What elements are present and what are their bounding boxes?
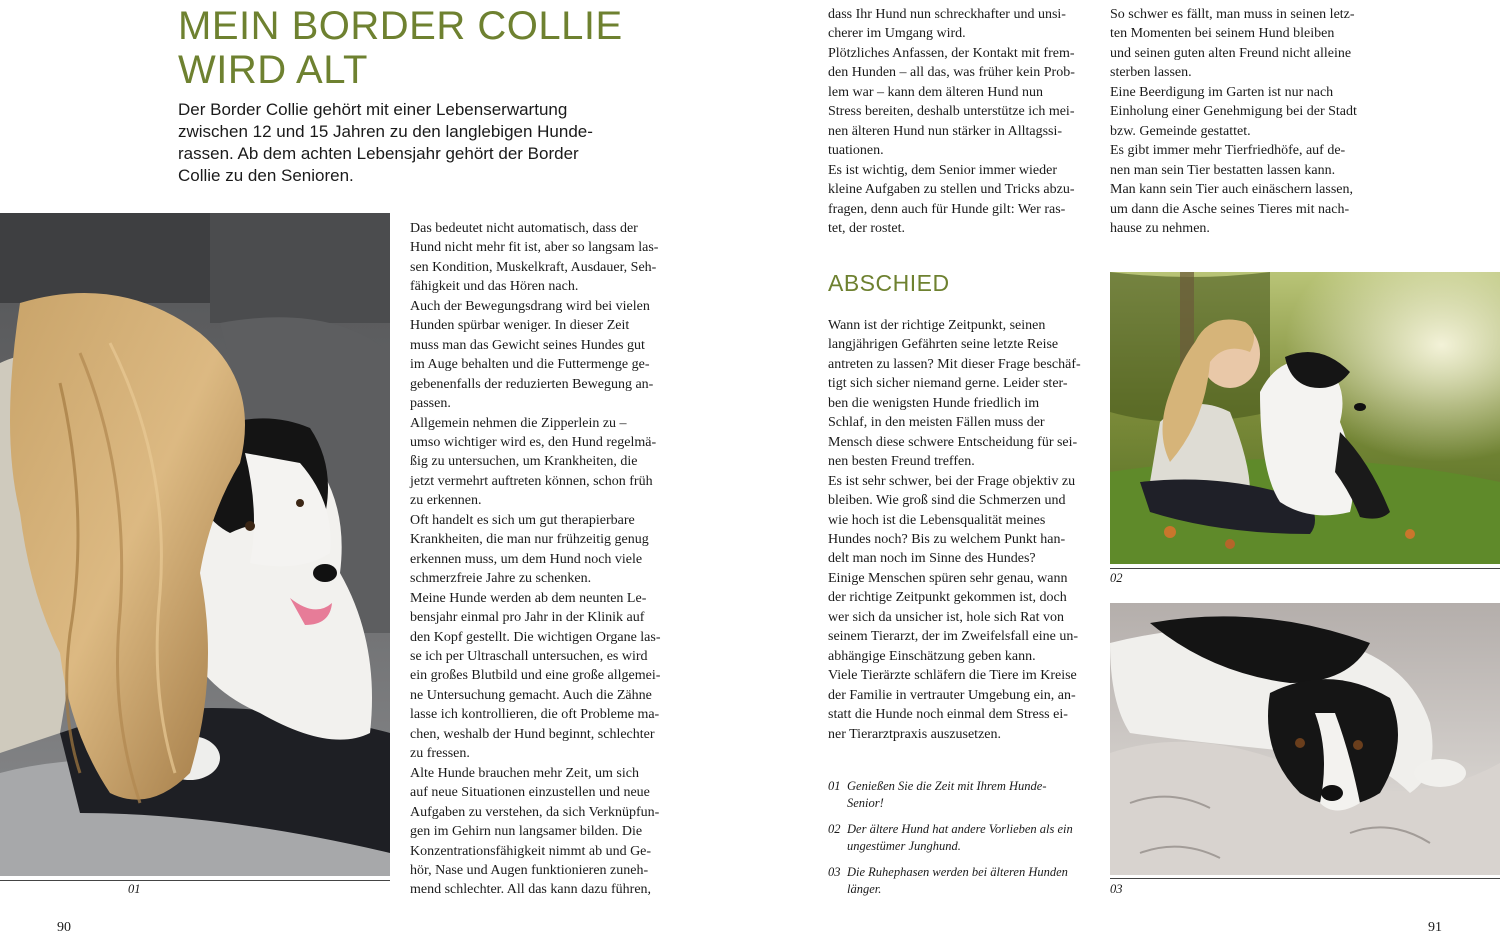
text-line: antreten zu lassen? Mit dieser Frage beschäf- [828, 356, 1081, 372]
text-line: jetzt vermehrt auftreten können, schon früh [410, 473, 653, 489]
text-line: Stress bereiten, deshalb unterstütze ich mei- [828, 104, 1075, 120]
text-line: bzw. Gemeinde gestattet. [1110, 123, 1251, 139]
text-line: Plötzliches Anfassen, der Kontakt mit frem- [828, 45, 1075, 61]
text-line: nen älteren Hund nun stärker in Alltagssi- [828, 123, 1063, 139]
text-line: Meine Hunde werden ab dem neunten Le- [410, 590, 647, 606]
text-line: tigt sich sicher niemand gerne. Leider ster- [828, 376, 1068, 392]
text-line: Einige Menschen spüren sehr genau, wann [828, 570, 1068, 586]
text-line: mend schlechter. All das kann dazu führen, [410, 882, 652, 898]
text-line: Mensch diese schwere Entscheidung für sei- [828, 434, 1078, 450]
text-line: Konzentrationsfähigkeit nimmt ab und Ge- [410, 843, 652, 859]
caption-line: länger. [847, 882, 882, 896]
text-line: chen, weshalb der Hund beginnt, schlechter [410, 726, 655, 742]
text-line: Allgemein nehmen die Zipperlein zu – [410, 415, 627, 431]
text-line: muss man das Gewicht seines Hundes gut [410, 337, 645, 353]
text-line: Viele Tierärzte schläfern die Tiere im Kreise [828, 668, 1077, 684]
text-line: Einholung einer Genehmigung bei der Stadt [1110, 104, 1357, 120]
page-number-left: 90 [57, 920, 71, 935]
text-line: ein großes Blutbild und eine große allgemei- [410, 668, 661, 684]
text-line: hause zu nehmen. [1110, 220, 1210, 236]
text-line: Krankheiten, die man nur frühzeitig genug [410, 532, 649, 548]
photo-03-rule [1110, 878, 1500, 879]
photo-01-label: 01 [128, 882, 141, 896]
text-line: Es ist sehr schwer, bei der Frage objektiv zu [828, 473, 1076, 489]
chapter-title-line-1: MEIN BORDER COLLIE [178, 4, 623, 48]
caption-line: Die Ruhephasen werden bei älteren Hunden [847, 865, 1068, 879]
text-line: ben die wenigsten Hunde friedlich im [828, 395, 1040, 411]
caption-line: Der ältere Hund hat andere Vorlieben als ein [847, 822, 1073, 836]
text-line: den Hunden – all das, was früher kein Prob- [828, 65, 1075, 81]
text-line: dass Ihr Hund nun schreckhafter und unsi- [828, 7, 1066, 22]
caption-number: 02 [828, 822, 841, 836]
text-line: Alte Hunde brauchen mehr Zeit, um sich [410, 765, 639, 781]
text-line: der Familie in vertrauter Umgebung ein, an- [828, 687, 1076, 703]
text-line: bensjahr einmal pro Jahr in der Klinik auf [410, 610, 645, 626]
photo-01-image [0, 213, 390, 876]
text-line: tuationen. [828, 143, 884, 159]
text-line: abhängige Einschätzung geben kann. [828, 648, 1036, 664]
intro-line: Der Border Collie gehört mit einer Lebenserwartung [178, 100, 568, 119]
text-line: Wann ist der richtige Zeitpunkt, seinen [828, 318, 1046, 333]
photo-02-image [1110, 272, 1500, 564]
text-line: ßig zu untersuchen, um Krankheiten, die [410, 454, 638, 470]
intro-line: Collie zu den Senioren. [178, 166, 354, 185]
text-line: nen man sein Tier bestatten lassen kann. [1110, 162, 1336, 178]
photo-woman-with-dog-in-park [1110, 272, 1500, 564]
text-line: passen. [410, 396, 451, 412]
body-column-2 [828, 5, 1075, 238]
text-line: Hundes noch? Bis zu welchem Punkt han- [828, 531, 1066, 547]
text-line: delt man noch im Sinne des Hundes? [828, 551, 1036, 567]
caption-02 [828, 821, 1098, 855]
text-line: im Auge behalten und die Futtermenge ge- [410, 357, 650, 373]
photo-02-rule [1110, 568, 1500, 569]
text-line: um dann die Asche seines Tieres mit nach- [1110, 201, 1350, 217]
text-line: ner Tierarztpraxis auszusetzen. [828, 726, 1001, 742]
text-line: Oft handelt es sich um gut therapierbare [410, 512, 635, 528]
body-column-2-abschied [828, 316, 1081, 744]
text-line: sen Kondition, Muskelkraft, Ausdauer, Seh- [410, 259, 657, 275]
photo-woman-hugging-dog [0, 213, 390, 876]
text-line: seinem Tierarzt, der im Zweifelsfall eine un- [828, 629, 1078, 645]
text-line: Hunden spürbar weniger. In dieser Zeit [410, 318, 630, 334]
caption-03 [828, 864, 1098, 898]
text-line: und seinen guten alten Freund nicht alleine [1110, 45, 1352, 61]
photo-03-image [1110, 603, 1500, 875]
text-line: Eine Beerdigung im Garten ist nur nach [1110, 84, 1334, 100]
photo-01-rule [0, 880, 390, 881]
text-line: So schwer es fällt, man muss in seinen letz- [1110, 7, 1355, 22]
text-line: ne Untersuchung gemacht. Auch die Zähne [410, 687, 652, 703]
caption-01 [828, 778, 1098, 812]
text-line: se ich per Ultraschall untersuchen, es wird [410, 648, 648, 664]
intro-paragraph [178, 99, 618, 187]
text-line: bleiben. Wie groß sind die Schmerzen und [828, 493, 1066, 509]
text-line: Hund nicht mehr fit ist, aber so langsam las- [410, 240, 659, 256]
text-line: auf neue Situationen einzustellen und neue [410, 785, 650, 801]
text-line: umso wichtiger wird es, den Hund regelmä- [410, 434, 657, 450]
text-line: ten Momenten bei seinem Hund bleiben [1110, 26, 1335, 42]
body-column-1 [410, 219, 661, 900]
text-line: der richtige Zeitpunkt gekommen ist, doch [828, 590, 1067, 606]
text-line: erkennen muss, um dem Hund noch viele [410, 551, 643, 567]
text-line: Man kann sein Tier auch einäschern lassen, [1110, 182, 1353, 198]
text-line: cherer im Umgang wird. [828, 26, 966, 42]
text-line: tet, der rostet. [828, 220, 905, 236]
intro-line: rassen. Ab dem achten Lebensjahr gehört der Border [178, 144, 579, 163]
text-line: den Kopf gestellt. Die wichtigen Organe las- [410, 629, 661, 645]
text-line: zu fressen. [410, 746, 470, 762]
text-line: wer sich da unsicher ist, hole sich Rat von [828, 609, 1065, 625]
page-number-right: 91 [1428, 920, 1442, 935]
text-line: lasse ich kontrollieren, die oft Probleme ma- [410, 707, 660, 723]
section-heading-abschied: ABSCHIED [828, 270, 950, 296]
photo-dog-resting-on-fur [1110, 603, 1500, 875]
text-line: nen besten Freund treffen. [828, 454, 975, 470]
text-line: Das bedeutet nicht automatisch, dass der [410, 221, 638, 236]
text-line: langjährigen Gefährten seine letzte Reise [828, 337, 1059, 353]
body-column-3 [1110, 5, 1357, 238]
caption-line: Genießen Sie die Zeit mit Ihrem Hunde- [847, 779, 1047, 793]
intro-line: zwischen 12 und 15 Jahren zu den langlebigen Hunde- [178, 122, 593, 141]
text-line: Es gibt immer mehr Tierfriedhöfe, auf de- [1110, 143, 1346, 159]
chapter-title [178, 4, 738, 92]
text-line: Aufgaben zu verstehen, da sich Verknüpfun- [410, 804, 660, 820]
text-line: schmerzfreie Jahre zu schenken. [410, 571, 592, 587]
text-line: hör, Nase und Augen funktionieren zuneh- [410, 862, 649, 878]
caption-number: 03 [828, 865, 841, 879]
text-line: sterben lassen. [1110, 65, 1192, 81]
text-line: Schlaf, in den meisten Fällen muss der [828, 415, 1045, 431]
caption-line: Senior! [847, 796, 884, 810]
text-line: statt die Hunde noch einmal dem Stress ei- [828, 707, 1068, 723]
photo-03-label: 03 [1110, 882, 1123, 896]
text-line: fähigkeit und das Hören nach. [410, 279, 579, 295]
chapter-title-line-2: WIRD ALT [178, 48, 368, 92]
text-line: gebenenfalls der reduzierten Bewegung an- [410, 376, 654, 392]
text-line: fragen, denn auch für Hunde gilt: Wer ras- [828, 201, 1066, 217]
text-line: wie hoch ist die Lebensqualität meines [828, 512, 1046, 528]
text-line: lem war – kann dem älteren Hund nun [828, 84, 1043, 100]
text-line: kleine Aufgaben zu stellen und Tricks abzu- [828, 182, 1075, 198]
text-line: Auch der Bewegungsdrang wird bei vielen [410, 298, 650, 314]
caption-line: ungestümer Junghund. [847, 839, 961, 853]
text-line: Es ist wichtig, dem Senior immer wieder [828, 162, 1058, 178]
text-line: gen im Gehirn nun langsamer bilden. Die [410, 824, 643, 840]
text-line: zu erkennen. [410, 493, 482, 509]
photo-02-label: 02 [1110, 571, 1123, 585]
caption-number: 01 [828, 779, 841, 793]
